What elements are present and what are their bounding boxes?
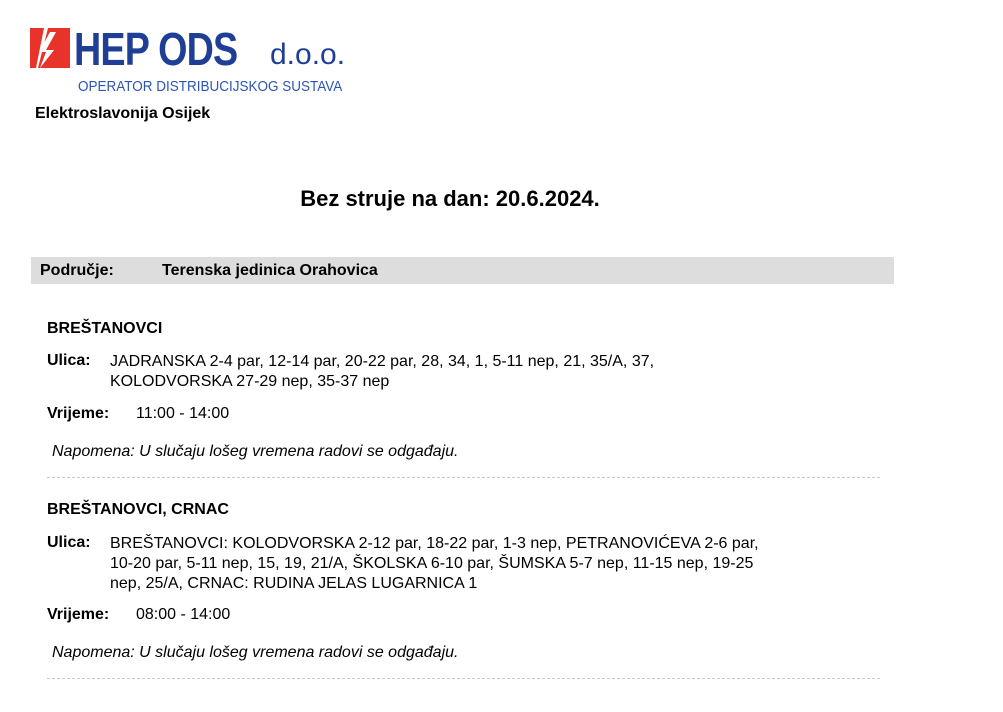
time-label: Vrijeme:: [47, 405, 110, 422]
street-label: Ulica:: [47, 352, 91, 369]
outage-note: Napomena: U slučaju lošeg vremena radovi se odgađaju.: [52, 443, 459, 460]
street-line: JADRANSKA 2-4 par, 12-14 par, 20-22 par, 28, 34, 1, 5-11 nep, 21, 35/A, 37,: [110, 353, 655, 370]
page-title: Bez struje na dan: 20.6.2024.: [300, 186, 600, 211]
outage-entry: [47, 320, 880, 480]
outage-entry: [47, 501, 880, 683]
street-line: 10-20 par, 5-11 nep, 15, 19, 21/A, ŠKOLSKA 6-10 par, ŠUMSKA 5-7 nep, 11-15 nep, 19-25: [110, 555, 754, 572]
divider: [47, 678, 880, 679]
area-value: Terenska jedinica Orahovica: [162, 262, 378, 279]
company-logo: [30, 24, 360, 96]
area-bar: [31, 257, 894, 284]
street-label: Ulica:: [47, 534, 91, 551]
outage-note: Napomena: U slučaju lošeg vremena radovi se odgađaju.: [52, 644, 459, 661]
area-label: Područje:: [40, 262, 114, 279]
street-line: nep, 25/A, CRNAC: RUDINA JELAS LUGARNICA 1: [110, 575, 478, 592]
logo-suffix: d.o.o.: [270, 38, 346, 71]
logo-tagline: OPERATOR DISTRIBUCIJSKOG SUSTAVA: [78, 78, 343, 95]
time-label: Vrijeme:: [47, 606, 110, 623]
organization-name: Elektroslavonija Osijek: [35, 105, 211, 122]
logo-name: HEP ODS: [74, 23, 238, 75]
outage-place: BREŠTANOVCI, CRNAC: [47, 501, 229, 518]
lightning-logo-icon: [30, 28, 70, 68]
outage-place: BREŠTANOVCI: [47, 320, 163, 337]
time-value: 11:00 - 14:00: [136, 405, 230, 422]
street-list: [110, 534, 759, 594]
street-line: BREŠTANOVCI: KOLODVORSKA 2-12 par, 18-22 par, 1-3 nep, PETRANOVIĆEVA 2-6 par,: [110, 535, 759, 552]
street-line: KOLODVORSKA 27-29 nep, 35-37 nep: [110, 373, 390, 390]
divider: [47, 477, 880, 478]
time-value: 08:00 - 14:00: [136, 606, 231, 623]
street-list: [110, 352, 654, 392]
